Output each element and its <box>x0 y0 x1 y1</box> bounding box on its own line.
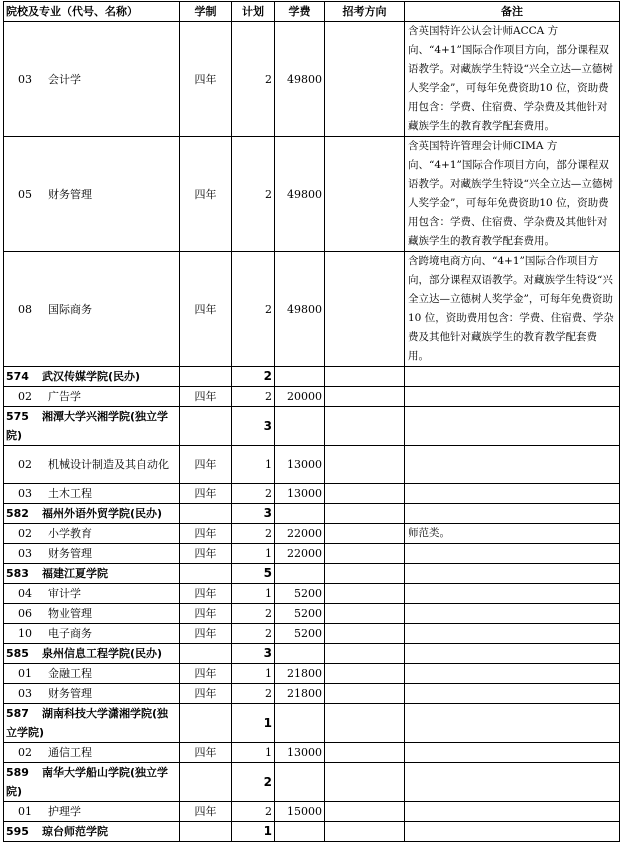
major-cell: 05 财务管理 <box>4 137 180 252</box>
duration-cell: 四年 <box>180 604 232 624</box>
duration-cell: 四年 <box>180 544 232 564</box>
duration-cell: 四年 <box>180 684 232 704</box>
direction-cell <box>325 22 405 137</box>
major-cell: 08 国际商务 <box>4 252 180 367</box>
table-row <box>4 802 620 822</box>
fee-cell: 21800 <box>275 684 325 704</box>
plan-cell: 2 <box>232 22 275 137</box>
table-row <box>4 604 620 624</box>
plan-cell: 2 <box>232 684 275 704</box>
school-cell: 595 琼台师范学院 <box>4 822 180 842</box>
table-row <box>4 446 620 484</box>
table-row <box>4 484 620 504</box>
note-cell <box>405 584 620 604</box>
note-cell <box>405 387 620 407</box>
school-row <box>4 564 620 584</box>
header-fee: 学费 <box>275 2 325 22</box>
school-row <box>4 644 620 664</box>
school-plan-cell: 3 <box>232 644 275 664</box>
note-cell <box>405 743 620 763</box>
header-plan: 计划 <box>232 2 275 22</box>
direction-cell <box>325 252 405 367</box>
table-header-row <box>4 2 620 22</box>
school-row <box>4 504 620 524</box>
school-plan-cell: 1 <box>232 822 275 842</box>
table-row <box>4 664 620 684</box>
duration-cell: 四年 <box>180 664 232 684</box>
plan-cell: 1 <box>232 584 275 604</box>
note-cell <box>405 684 620 704</box>
school-row <box>4 407 620 446</box>
note-cell <box>405 446 620 484</box>
note-cell <box>405 544 620 564</box>
duration-cell: 四年 <box>180 624 232 644</box>
major-cell: 06 物业管理 <box>4 604 180 624</box>
school-row <box>4 763 620 802</box>
fee-cell: 5200 <box>275 624 325 644</box>
plan-cell: 2 <box>232 604 275 624</box>
plan-cell: 2 <box>232 624 275 644</box>
duration-cell: 四年 <box>180 387 232 407</box>
fee-cell: 22000 <box>275 544 325 564</box>
plan-cell: 2 <box>232 484 275 504</box>
direction-cell <box>325 137 405 252</box>
school-plan-cell: 2 <box>232 367 275 387</box>
major-cell: 03 财务管理 <box>4 684 180 704</box>
fee-cell: 22000 <box>275 524 325 544</box>
note-cell: 师范类。 <box>405 524 620 544</box>
table-row <box>4 137 620 252</box>
header-school-major: 院校及专业（代号、名称） <box>4 2 180 22</box>
table-row <box>4 387 620 407</box>
note-cell <box>405 664 620 684</box>
note-cell: 含跨境电商方向、“4+1”国际合作项目方向，部分课程双语教学。对藏族学生特设“兴全立达—立德树人奖学金”，可每年免费资助10 位，资助费用包含：学费、住宿费、学杂费及其他针对藏族学生的教育教学配套费用。 <box>405 252 620 367</box>
school-plan-cell: 3 <box>232 407 275 446</box>
duration-cell: 四年 <box>180 802 232 822</box>
duration-cell: 四年 <box>180 252 232 367</box>
major-cell: 02 机械设计制造及其自动化 <box>4 446 180 484</box>
note-cell <box>405 802 620 822</box>
major-cell: 02 小学教育 <box>4 524 180 544</box>
major-cell: 03 财务管理 <box>4 544 180 564</box>
school-plan-cell: 1 <box>232 704 275 743</box>
fee-cell: 5200 <box>275 604 325 624</box>
fee-cell: 15000 <box>275 802 325 822</box>
note-cell: 含英国特许管理会计师CIMA 方向、“4+1”国际合作项目方向，部分课程双语教学。对藏族学生特设“兴全立达—立德树人奖学金”，可每年免费资助10 位，资助费用包含：学费、住宿费、学杂费及其他针对藏族学生的教育教学配套费用。 <box>405 137 620 252</box>
note-cell: 含英国特许公认会计师ACCA 方向、“4+1”国际合作项目方向，部分课程双语教学。对藏族学生特设“兴全立达—立德树人奖学金”，可每年免费资助10 位，资助费用包含：学费、住宿费、学杂费及其他针对藏族学生的教育教学配套费用。 <box>405 22 620 137</box>
note-cell <box>405 484 620 504</box>
plan-cell: 1 <box>232 743 275 763</box>
duration-cell: 四年 <box>180 137 232 252</box>
duration-cell: 四年 <box>180 524 232 544</box>
fee-cell: 13000 <box>275 446 325 484</box>
school-plan-cell: 3 <box>232 504 275 524</box>
major-cell: 02 广告学 <box>4 387 180 407</box>
table-row <box>4 743 620 763</box>
major-cell: 03 会计学 <box>4 22 180 137</box>
school-cell: 587 湖南科技大学潇湘学院(独立学院) <box>4 704 180 743</box>
duration-cell: 四年 <box>180 743 232 763</box>
plan-cell: 2 <box>232 387 275 407</box>
fee-cell: 49800 <box>275 137 325 252</box>
fee-cell: 20000 <box>275 387 325 407</box>
fee-cell: 13000 <box>275 484 325 504</box>
plan-cell: 1 <box>232 446 275 484</box>
table-row <box>4 684 620 704</box>
table-row <box>4 544 620 564</box>
plan-cell: 2 <box>232 524 275 544</box>
note-cell <box>405 604 620 624</box>
fee-cell: 49800 <box>275 22 325 137</box>
plan-cell: 1 <box>232 544 275 564</box>
school-row <box>4 367 620 387</box>
plan-cell: 2 <box>232 137 275 252</box>
major-cell: 10 电子商务 <box>4 624 180 644</box>
header-note: 备注 <box>405 2 620 22</box>
fee-cell: 13000 <box>275 743 325 763</box>
table-row <box>4 584 620 604</box>
fee-cell: 5200 <box>275 584 325 604</box>
duration-cell: 四年 <box>180 446 232 484</box>
major-cell: 01 护理学 <box>4 802 180 822</box>
school-cell: 575 湘潭大学兴湘学院(独立学院) <box>4 407 180 446</box>
fee-cell: 21800 <box>275 664 325 684</box>
school-row <box>4 704 620 743</box>
plan-cell: 2 <box>232 252 275 367</box>
header-duration: 学制 <box>180 2 232 22</box>
table-row <box>4 22 620 137</box>
fee-cell: 49800 <box>275 252 325 367</box>
school-plan-cell: 5 <box>232 564 275 584</box>
table-row <box>4 524 620 544</box>
header-direction: 招考方向 <box>325 2 405 22</box>
admission-plan-table <box>3 1 620 842</box>
table-row <box>4 624 620 644</box>
school-cell: 583 福建江夏学院 <box>4 564 180 584</box>
table-row <box>4 252 620 367</box>
major-cell: 03 土木工程 <box>4 484 180 504</box>
school-cell: 585 泉州信息工程学院(民办) <box>4 644 180 664</box>
plan-cell: 2 <box>232 802 275 822</box>
major-cell: 02 通信工程 <box>4 743 180 763</box>
duration-cell: 四年 <box>180 22 232 137</box>
note-cell <box>405 624 620 644</box>
school-cell: 589 南华大学船山学院(独立学院) <box>4 763 180 802</box>
school-cell: 574 武汉传媒学院(民办) <box>4 367 180 387</box>
school-plan-cell: 2 <box>232 763 275 802</box>
school-cell: 582 福州外语外贸学院(民办) <box>4 504 180 524</box>
major-cell: 04 审计学 <box>4 584 180 604</box>
duration-cell: 四年 <box>180 484 232 504</box>
duration-cell: 四年 <box>180 584 232 604</box>
plan-cell: 1 <box>232 664 275 684</box>
major-cell: 01 金融工程 <box>4 664 180 684</box>
